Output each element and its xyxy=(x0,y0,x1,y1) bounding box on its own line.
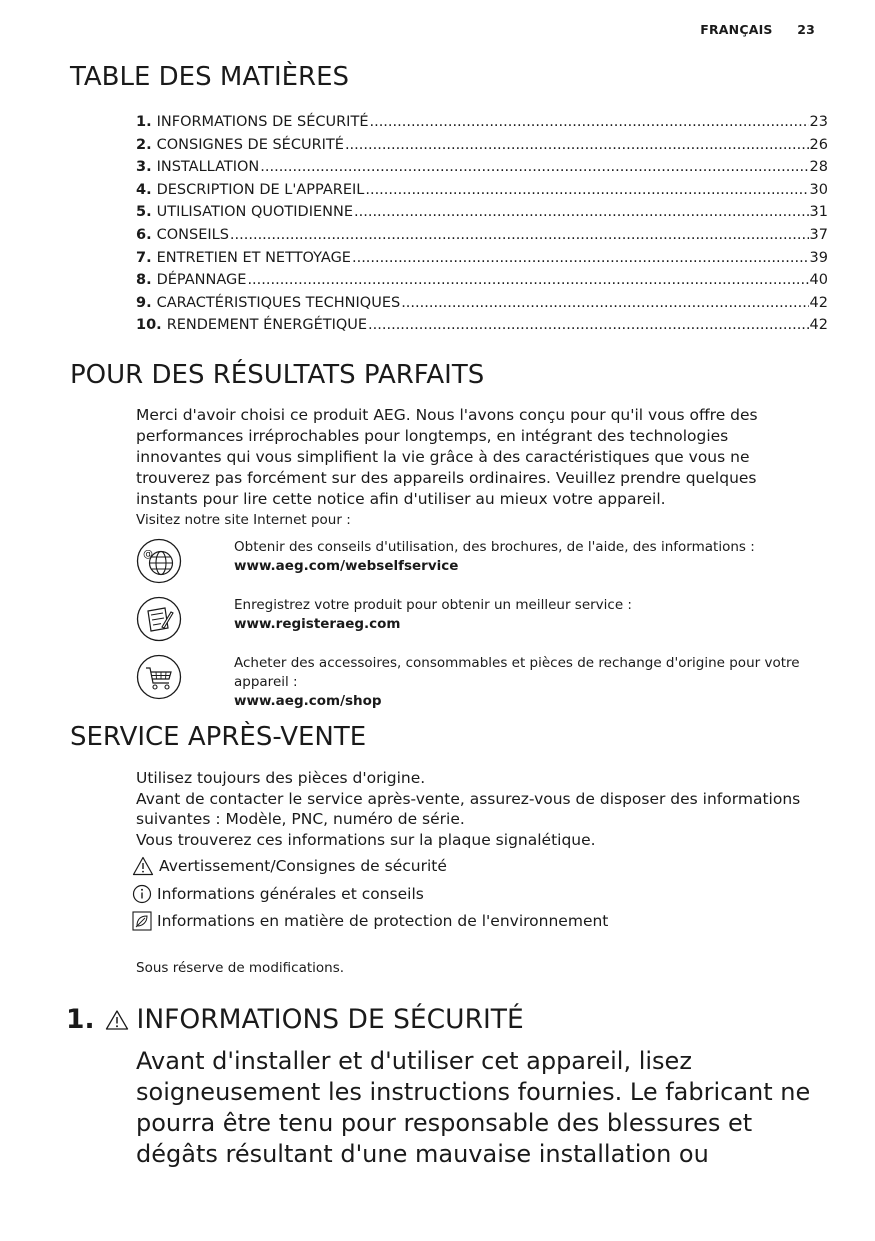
toc-number: 2. xyxy=(136,136,152,153)
toc-label: INFORMATIONS DE SÉCURITÉ xyxy=(156,114,369,130)
toc-leader xyxy=(354,201,809,224)
toc-page: 30 xyxy=(809,181,828,198)
toc-leader xyxy=(365,179,808,202)
toc-label: INSTALLATION xyxy=(156,159,260,176)
toc-number: 3. xyxy=(136,159,152,176)
toc-row[interactable] xyxy=(136,134,828,157)
toc-row[interactable] xyxy=(136,156,828,179)
toc-number: 6. xyxy=(136,226,152,243)
toc-row[interactable] xyxy=(136,292,828,315)
toc-label: UTILISATION QUOTIDIENNE xyxy=(156,204,354,221)
service-link[interactable]: www.aeg.com/shop xyxy=(234,693,382,709)
toc-leader xyxy=(230,224,809,247)
header-language: FRANÇAIS xyxy=(700,22,773,37)
toc-page: 42 xyxy=(809,294,828,311)
toc-label: RENDEMENT ÉNERGÉTIQUE xyxy=(166,317,368,334)
toc-number: 4. xyxy=(136,181,152,198)
toc-leader xyxy=(369,111,808,134)
toc-page: 40 xyxy=(809,272,828,289)
toc-row[interactable] xyxy=(136,201,828,224)
legend-warning xyxy=(132,856,447,876)
toc-row[interactable] xyxy=(136,269,828,292)
toc-number: 10. xyxy=(136,317,162,334)
toc-label: CONSIGNES DE SÉCURITÉ xyxy=(156,136,344,153)
toc-leader xyxy=(352,247,809,270)
service-description: Acheter des accessoires, consommables et pièces de rechange d'origine pour votre appareil : xyxy=(234,655,800,690)
toc-page: 26 xyxy=(809,136,828,153)
table-of-contents xyxy=(136,111,828,337)
toc-label: CONSEILS xyxy=(156,226,229,243)
globe-icon xyxy=(136,538,182,584)
toc-title: TABLE DES MATIÈRES xyxy=(70,62,350,92)
toc-number: 9. xyxy=(136,294,152,311)
service-text xyxy=(234,538,808,576)
leaf-icon xyxy=(132,911,152,931)
visit-text: Visitez notre site Internet pour : xyxy=(136,512,351,528)
toc-page: 23 xyxy=(809,114,828,130)
toc-label: ENTRETIEN ET NETTOYAGE xyxy=(156,249,351,266)
toc-number: 8. xyxy=(136,272,152,289)
reserve-note: Sous réserve de modifications. xyxy=(136,960,345,976)
toc-number: 7. xyxy=(136,249,152,266)
toc-page: 28 xyxy=(809,159,828,176)
toc-leader xyxy=(260,156,808,179)
safety-section-title xyxy=(66,1004,524,1035)
legend-text: Informations générales et conseils xyxy=(157,885,424,903)
toc-row[interactable] xyxy=(136,314,828,337)
after-sales-line: Vous trouverez ces informations sur la plaque signalétique. xyxy=(136,830,596,849)
toc-leader xyxy=(345,134,809,157)
header-page-number: 23 xyxy=(797,22,815,37)
legend-text: Avertissement/Consignes de sécurité xyxy=(159,857,447,875)
after-sales-line: Utilisez toujours des pièces d'origine. xyxy=(136,769,426,787)
toc-number: 1. xyxy=(136,114,152,130)
register-icon xyxy=(136,596,182,642)
service-text xyxy=(234,596,808,634)
toc-leader xyxy=(247,269,808,292)
after-sales-line: Avant de contacter le service après-vente, assurez-vous de disposer des informations suivantes : Modèle, PNC, numéro de série. xyxy=(136,789,801,828)
legend-info xyxy=(132,884,424,904)
toc-number: 5. xyxy=(136,204,152,221)
svg-text:@: @ xyxy=(143,549,153,560)
service-description: Obtenir des conseils d'utilisation, des brochures, de l'aide, des informations : xyxy=(234,539,755,555)
toc-page: 37 xyxy=(809,226,828,243)
service-text xyxy=(234,654,808,711)
results-title: POUR DES RÉSULTATS PARFAITS xyxy=(70,360,485,390)
legend-environment xyxy=(132,911,608,931)
legend-text: Informations en matière de protection de l'environnement xyxy=(157,912,609,930)
info-icon xyxy=(132,884,152,904)
toc-row[interactable] xyxy=(136,224,828,247)
service-description: Enregistrez votre produit pour obtenir un meilleur service : xyxy=(234,597,632,613)
cart-icon xyxy=(136,654,182,700)
after-sales-title: SERVICE APRÈS-VENTE xyxy=(70,722,367,752)
toc-row[interactable] xyxy=(136,247,828,270)
service-link[interactable]: www.registeraeg.com xyxy=(234,616,401,632)
toc-leader xyxy=(368,314,809,337)
intro-paragraph: Merci d'avoir choisi ce produit AEG. Nous l'avons conçu pour qu'il vous offre des performances irréprochables pour longtemps, en intégrant des technologies innovantes qui vous simplifient la vie grâce à des caractéristiques que vous ne trouverez pas forcément sur des appareils ordinaires. Veuillez prendre quelques instants pour lire cette notice afin d'utiliser au mieux votre appareil. xyxy=(136,406,758,508)
page-header xyxy=(700,22,815,37)
toc-row[interactable] xyxy=(136,179,828,202)
toc-leader xyxy=(401,292,808,315)
section-title-text: INFORMATIONS DE SÉCURITÉ xyxy=(136,1004,524,1035)
section-number: 1. xyxy=(66,1004,95,1035)
safety-intro: Avant d'installer et d'utiliser cet appareil, lisez soigneusement les instructions fournies. Le fabricant ne pourra être tenu pour responsable des blessures et dégâts résultant d'une mauvaise installation ou xyxy=(136,1047,811,1168)
toc-label: DESCRIPTION DE L'APPAREIL xyxy=(156,181,365,198)
toc-row[interactable] xyxy=(136,111,828,134)
after-sales-text xyxy=(136,768,816,850)
toc-label: CARACTÉRISTIQUES TECHNIQUES xyxy=(156,294,401,311)
warning-icon xyxy=(105,1009,129,1031)
warning-icon xyxy=(132,856,154,876)
toc-page: 39 xyxy=(809,249,828,266)
toc-label: DÉPANNAGE xyxy=(156,272,247,289)
toc-page: 42 xyxy=(809,317,828,334)
service-link[interactable]: www.aeg.com/webselfservice xyxy=(234,558,459,574)
toc-page: 31 xyxy=(809,204,828,221)
